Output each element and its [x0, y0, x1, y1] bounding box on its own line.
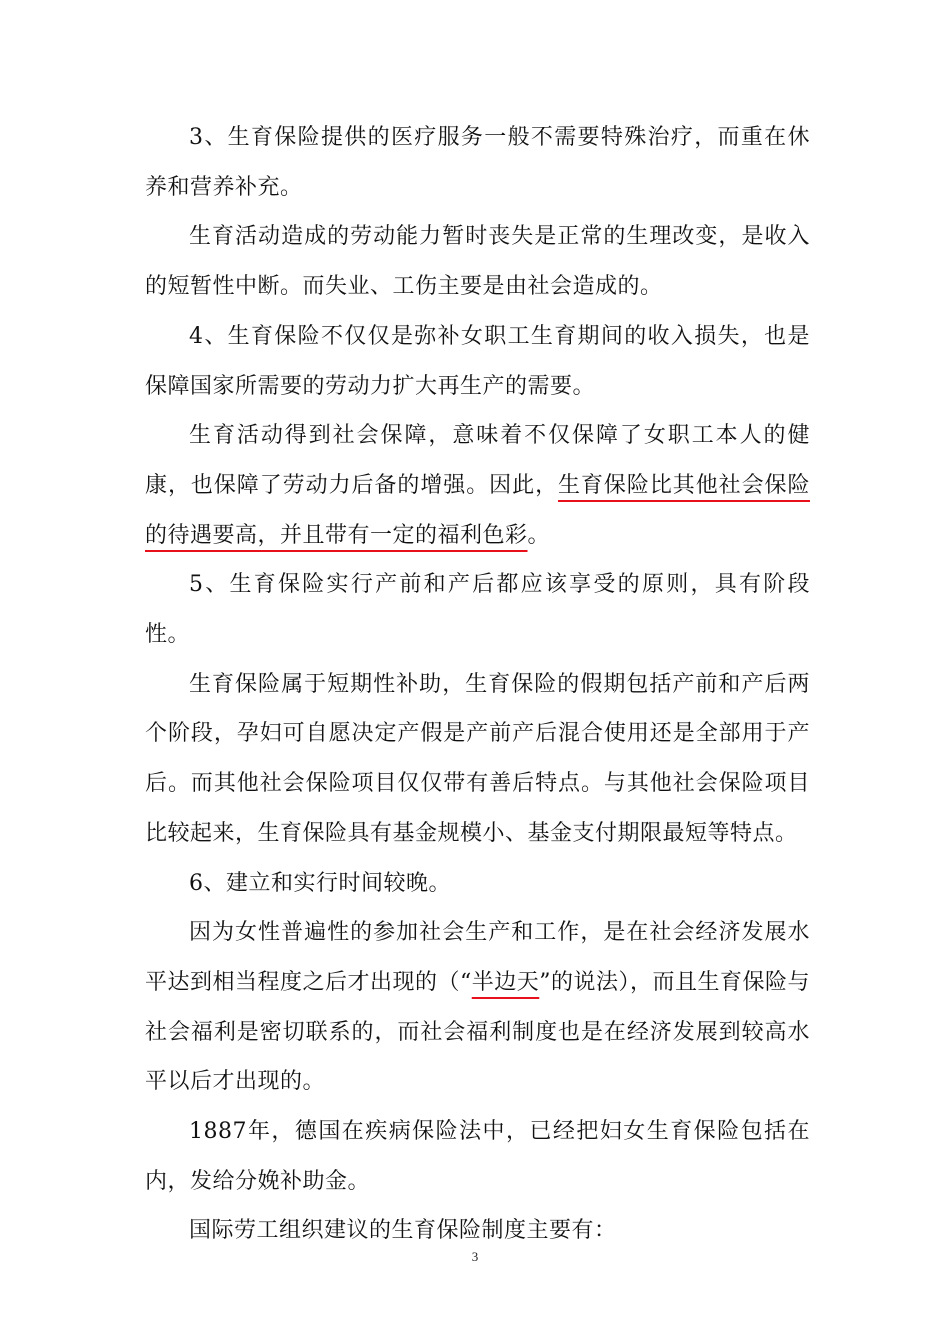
page-number: 3: [471, 1249, 479, 1264]
underlined-phrase-half-sky: 半边天: [471, 969, 540, 995]
paragraph-text: 6、建立和实行时间较晚。: [189, 870, 451, 896]
paragraph-7: [145, 859, 810, 909]
paragraph-text: 因为女性普遍性的参加社会生产和工作，是在社会经济发展水平达到相当程度之后才出现的（“: [145, 920, 810, 995]
paragraph-9: [145, 1107, 810, 1206]
paragraph-8: [145, 908, 810, 1107]
paragraph-text: ”的说法），而且生育保险与社会福利是密切联系的，而社会福利制度也是在经济发展到较高水平以后才出现的。: [145, 969, 811, 1095]
paragraph-text: 生育活动造成的劳动能力暂时丧失是正常的生理改变，是收入的短暂性中断。而失业、工伤主要是由社会造成的。: [145, 224, 810, 300]
paragraph-text: 3、生育保险提供的医疗服务一般不需要特殊治疗，而重在休养和营养补充。: [145, 125, 810, 200]
paragraph-text: 生育活动得到社会保障，意味着不仅保障了女职工本人的健康，也保障了劳动力后备的增强。因此，: [145, 423, 810, 498]
paragraph-text: 5、生育保险实行产前和产后都应该享受的原则，具有阶段性。: [145, 572, 810, 648]
paragraph-1: [145, 113, 810, 212]
paragraph-3: [145, 312, 810, 411]
document-body: [145, 113, 810, 1256]
paragraph-text: 4、生育保险不仅仅是弥补女职工生育期间的收入损失，也是保障国家所需要的劳动力扩大再生产的需要。: [145, 323, 810, 399]
paragraph-text: 。: [527, 522, 551, 548]
paragraph-4: [145, 411, 810, 560]
paragraph-text: 1887年，德国在疾病保险法中，已经把妇女生育保险包括在内，发给分娩补助金。: [145, 1119, 810, 1194]
paragraph-2: [145, 212, 810, 311]
underlined-phrase-welfare: 生育保险比其他社会保险的待遇要高，并且带有一定的福利色彩: [145, 472, 810, 548]
paragraph-text: 生育保险属于短期性补助，生育保险的假期包括产前和产后两个阶段，孕妇可自愿决定产假是产前产后混合使用还是全部用于产后。而其他社会保险项目仅仅带有善后特点。与其他社会保险项目比较起来，生育保险具有基金规模小、基金支付期限最短等特点。: [145, 671, 810, 846]
paragraph-text: 国际劳工组织建议的生育保险制度主要有：: [189, 1218, 617, 1244]
paragraph-5: [145, 560, 810, 659]
paragraph-6: [145, 660, 810, 859]
